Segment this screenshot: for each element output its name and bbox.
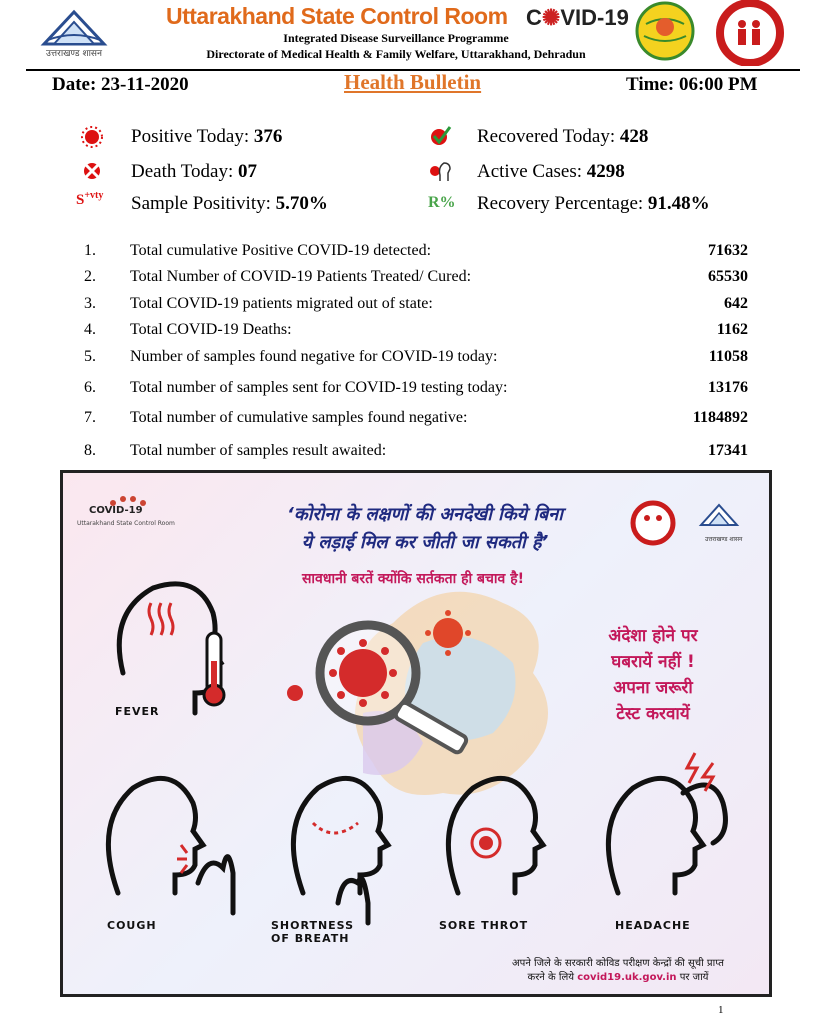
- stat-row: 6. Total number of samples sent for COVID-19 testing today: 13176: [84, 379, 748, 396]
- poster-uk-label: उत्तराखण्ड शासन: [705, 536, 743, 543]
- symptom-headache: HEADACHE: [615, 919, 691, 932]
- covid19-brand: C✺VID-19: [526, 5, 629, 30]
- covid-badge-subtitle: Uttarakhand State Control Room: [77, 520, 175, 527]
- death-today: Death Today: 07: [131, 161, 258, 182]
- symptom-shortness-of-breath: SHORTNESS OF BREATH: [271, 919, 355, 945]
- poster-advice: अंदेशा होने पर घबरायें नहीं ! अपना जरूरी टेस्ट करवायें: [608, 626, 698, 724]
- bulletin-heading: Health Bulletin: [344, 70, 482, 94]
- stat-row: 1. Total cumulative Positive COVID-19 detected: 71632: [84, 242, 748, 259]
- head-virus-icon: [428, 159, 452, 183]
- sample-positivity-icon: $S^{+vty}$: [76, 190, 104, 208]
- poster-footer: अपने जिले के सरकारी कोविड परीक्षण केन्द्रों की सूची प्राप्त करने के लिये covid19.uk.gov.in पर जायें: [512, 958, 724, 983]
- symptom-fever: FEVER: [115, 705, 160, 718]
- recovered-today: Recovered Today: 428: [477, 126, 649, 147]
- symptom-cough: COUGH: [107, 919, 157, 932]
- recovery-percentage-icon: R%: [428, 194, 456, 211]
- awareness-poster: [60, 470, 772, 997]
- sample-positivity: Sample Positivity: 5.70%: [131, 193, 328, 214]
- directorate-name: Directorate of Medical Health & Family Welfare, Uttarakhand, Dehradun: [206, 47, 586, 61]
- active-cases: Active Cases: 4298: [477, 161, 625, 182]
- testing-centres-link[interactable]: covid19.uk.gov.in: [577, 972, 677, 983]
- control-room-title: Uttarakhand State Control Room: [166, 3, 508, 29]
- uttarakhand-govt-label: उत्तराखण्ड शासन: [45, 49, 102, 59]
- virus-icon: [80, 125, 104, 149]
- symptom-sore-throat: SORE THROT: [439, 919, 529, 932]
- stat-row: 8. Total number of samples result awaited: 17341: [84, 442, 748, 459]
- cross-virus-icon: [80, 159, 104, 183]
- positive-today: Positive Today: 376: [131, 126, 283, 147]
- check-virus-icon: [428, 124, 452, 148]
- stat-row: 7. Total number of cumulative samples found negative: 1184892: [84, 409, 748, 426]
- page-number: 1: [718, 1004, 724, 1016]
- globe-icon: [634, 0, 696, 62]
- nhm-logo-icon: [702, 0, 798, 66]
- recovery-percentage: Recovery Percentage: 91.48%: [477, 193, 710, 214]
- virus-icon: [329, 639, 397, 707]
- stat-row: 2. Total Number of COVID-19 Patients Treated/ Cured: 65530: [84, 268, 748, 285]
- bulletin-date: Date: 23-11-2020: [52, 74, 189, 95]
- covid-badge: COVID-19: [89, 505, 143, 516]
- stat-row: 5. Number of samples found negative for COVID-19 today: 11058: [84, 348, 748, 365]
- stat-row: 3. Total COVID-19 patients migrated out of state: 642: [84, 295, 748, 312]
- poster-heading: ‘कोरोना के लक्षणों की अनदेखी किये बिना ये लड़ाई मिल कर जीती जा सकती है’: [287, 504, 563, 553]
- programme-name: Integrated Disease Surveillance Programme: [283, 31, 509, 45]
- thermometer-icon: [204, 633, 224, 705]
- poster-subheading: सावधानी बरतें क्योंकि सर्तकता ही बचाव है!: [301, 571, 525, 587]
- stat-row: 4. Total COVID-19 Deaths: 1162: [84, 321, 748, 338]
- bulletin-time: Time: 06:00 PM: [626, 74, 758, 95]
